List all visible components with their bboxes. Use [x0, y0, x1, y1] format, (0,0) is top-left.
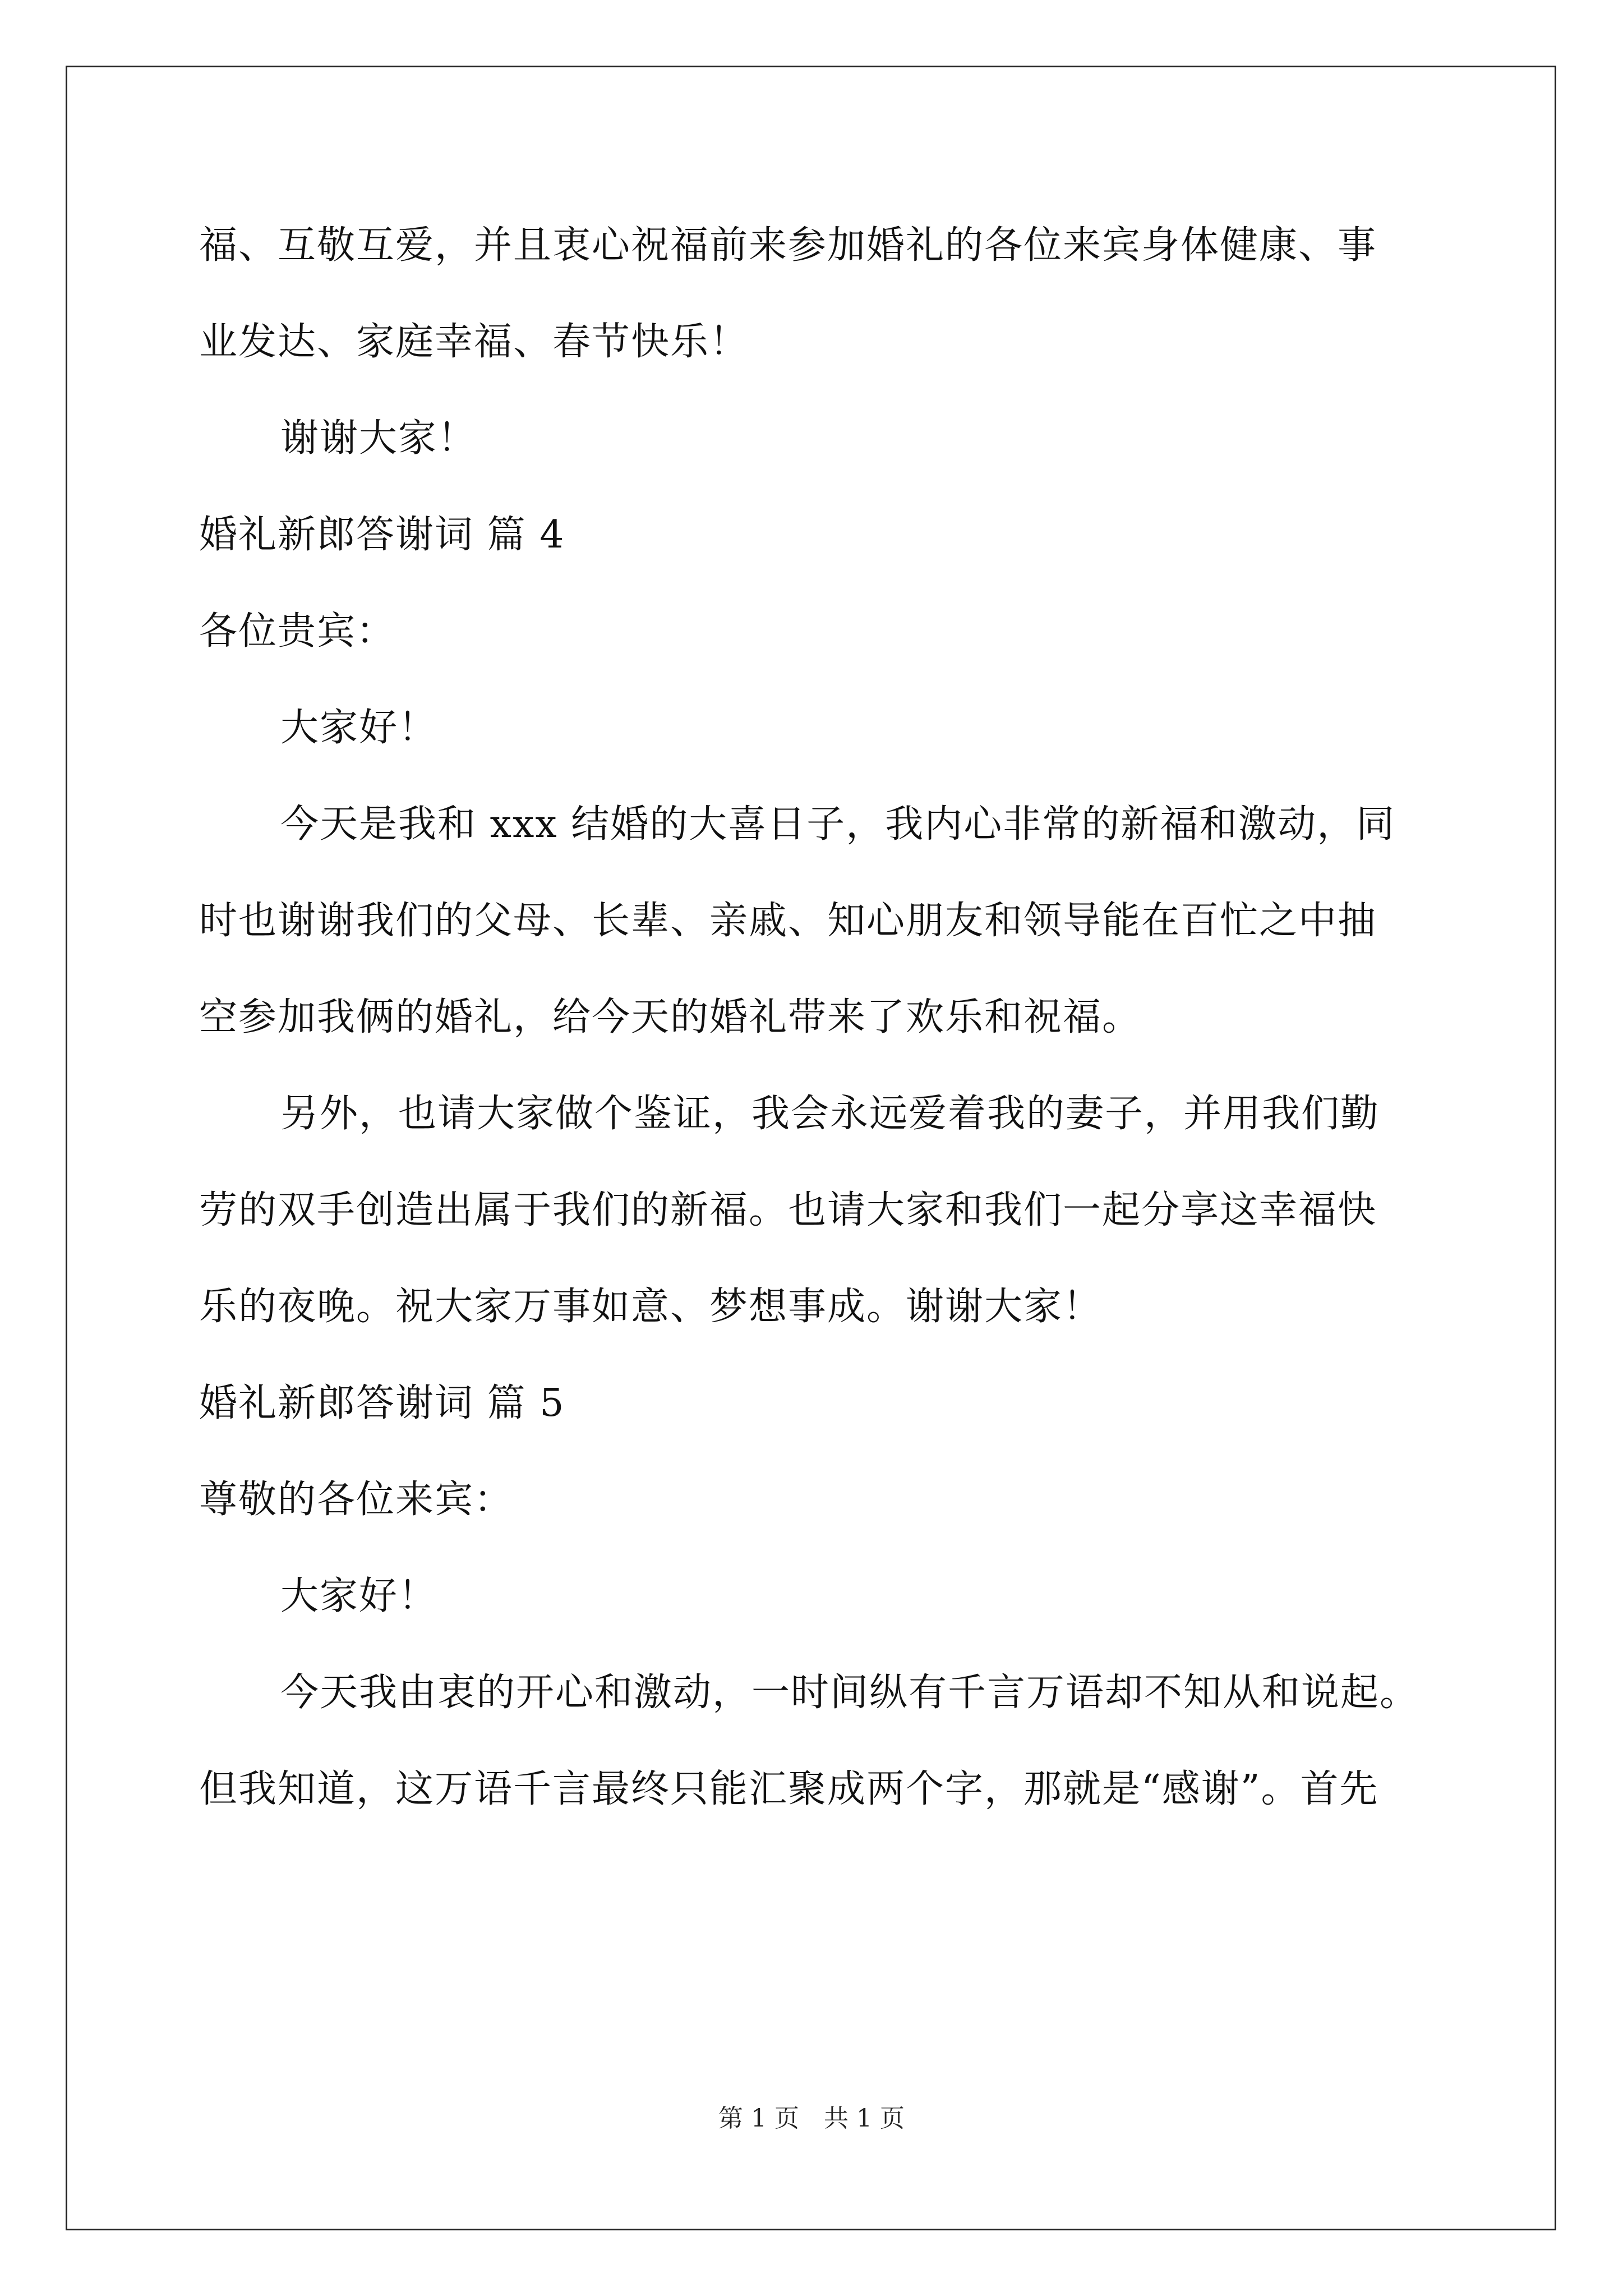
- page-border: [66, 66, 1556, 2230]
- greeting: 大家好！: [280, 1574, 438, 1618]
- body-text-line: 业发达、家庭幸福、春节快乐！: [199, 320, 749, 364]
- section-heading: 婚礼新郎答谢词 篇 5: [199, 1381, 565, 1425]
- salutation: 各位贵宾：: [199, 609, 396, 654]
- salutation: 尊敬的各位来宾：: [199, 1478, 514, 1522]
- body-text-line: 时也谢谢我们的父母、长辈、亲戚、知心朋友和领导能在百忙之中抽: [199, 899, 1377, 943]
- body-text-line: 乐的夜晚。祝大家万事如意、梦想事成。谢谢大家！: [199, 1285, 1103, 1329]
- page-footer: 第 1 页 共 1 页: [718, 2104, 905, 2133]
- body-text-line: 今天我由衷的开心和激动，一时间纵有千言万语却不知从和说起。: [280, 1671, 1419, 1715]
- body-text-line: 谢谢大家！: [280, 416, 477, 461]
- greeting: 大家好！: [280, 706, 438, 750]
- section-heading: 婚礼新郎答谢词 篇 4: [199, 513, 565, 557]
- body-text-line: 今天是我和 xxx 结婚的大喜日子，我内心非常的新福和激动，同: [280, 802, 1396, 846]
- body-text-line: 福、互敬互爱，并且衷心祝福前来参加婚礼的各位来宾身体健康、事: [199, 223, 1377, 268]
- body-text-line: 但我知道，这万语千言最终只能汇聚成两个字，那就是“感谢”。首先: [199, 1767, 1379, 1811]
- body-text-line: 劳的双手创造出属于我们的新福。也请大家和我们一起分享这幸福快: [199, 1188, 1377, 1232]
- body-text-line: 空参加我俩的婚礼，给今天的婚礼带来了欢乐和祝福。: [199, 995, 1142, 1039]
- body-text-line: 另外，也请大家做个鉴证，我会永远爱着我的妻子，并用我们勤: [280, 1092, 1380, 1136]
